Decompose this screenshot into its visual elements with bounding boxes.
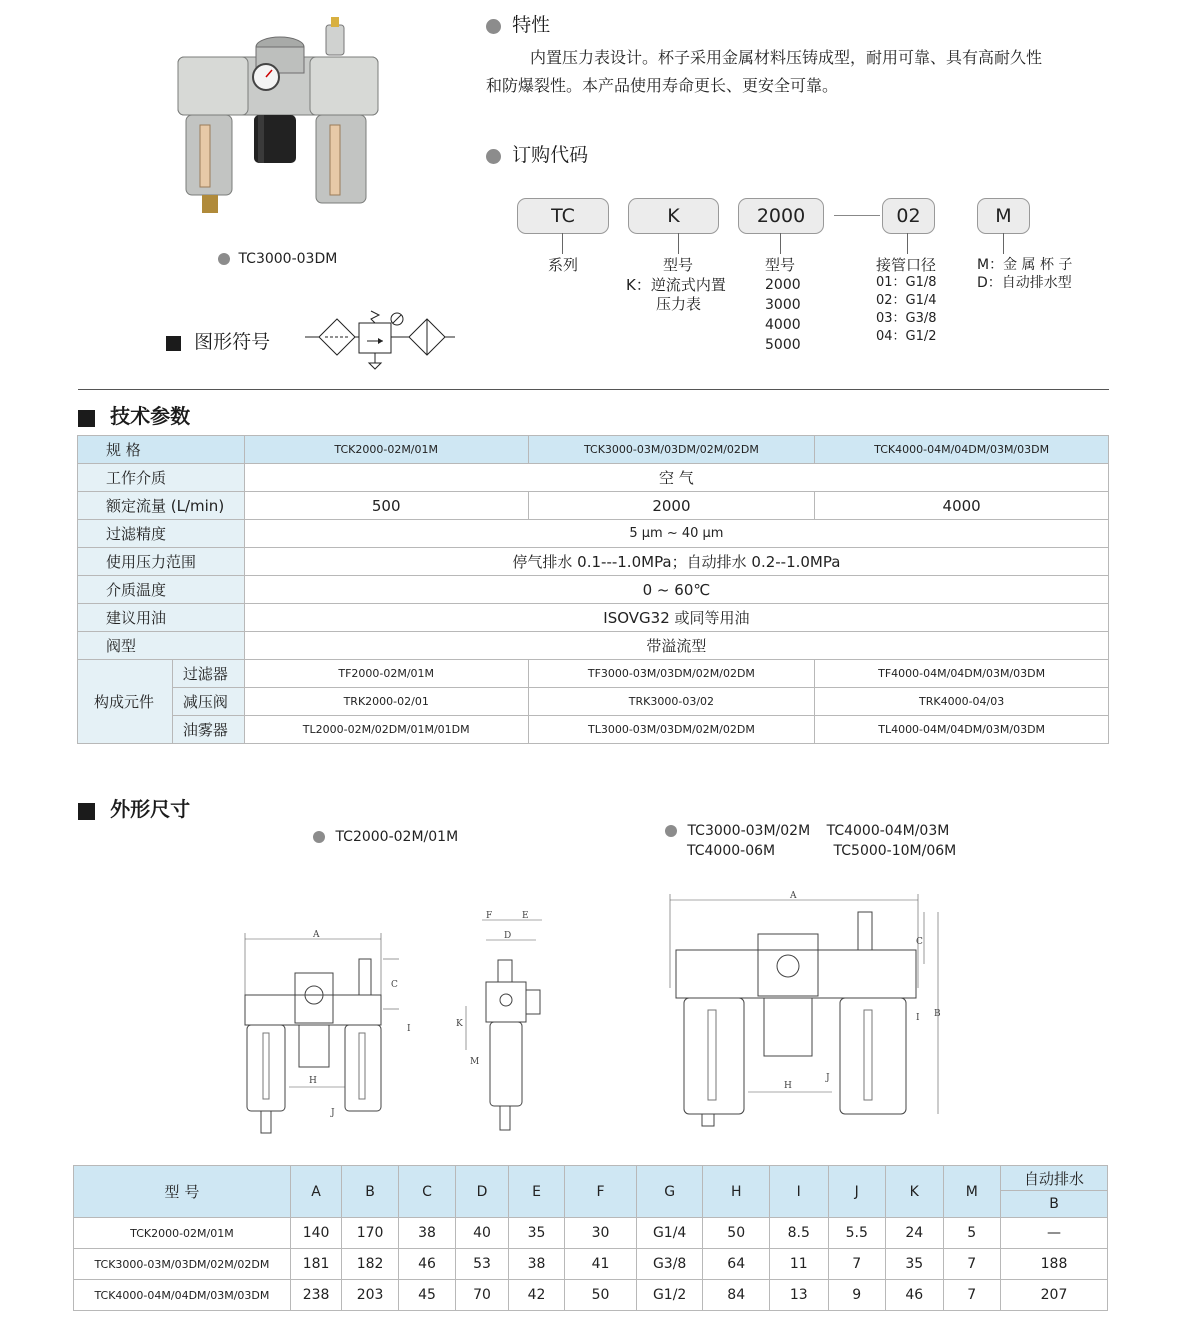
table-cell: G1/4 bbox=[636, 1218, 703, 1249]
dim-letter-a: A bbox=[313, 930, 320, 940]
table-cell: 7 bbox=[828, 1249, 886, 1280]
type-desc-1: K：逆流式内置 bbox=[626, 276, 726, 294]
table-cell: G1/2 bbox=[636, 1280, 703, 1311]
large-front-drawing bbox=[662, 888, 947, 1128]
small-front-drawing bbox=[235, 925, 415, 1145]
auto-drain-header: 自动排水 bbox=[1001, 1166, 1108, 1191]
bullet-icon bbox=[313, 831, 325, 843]
table-cell: 188 bbox=[1001, 1249, 1108, 1280]
code-box-size: 2000 bbox=[738, 198, 824, 234]
connector-line bbox=[1003, 233, 1004, 254]
table-cell: 53 bbox=[456, 1249, 508, 1280]
table-cell: 70 bbox=[456, 1280, 508, 1311]
auto-drain-sub-header: B bbox=[1001, 1191, 1108, 1218]
table-cell: 207 bbox=[1001, 1280, 1108, 1311]
features-line-1: 内置压力表设计。杯子采用金属材料压铸成型，耐用可靠、具有高耐久性 bbox=[530, 48, 1043, 67]
dim-letter-d: D bbox=[504, 931, 512, 941]
dim-letter-h: H bbox=[309, 1076, 317, 1086]
temp-label: 介质温度 bbox=[78, 576, 245, 604]
regulator-sub-label: 减压阀 bbox=[172, 688, 244, 716]
symbol-title: 图形符号 bbox=[194, 331, 271, 353]
table-cell: — bbox=[1001, 1218, 1108, 1249]
dim-letter-e: E bbox=[522, 911, 529, 921]
dim-letter-b-large: B bbox=[934, 1009, 941, 1019]
size-option: 4000 bbox=[765, 317, 801, 333]
table-row bbox=[78, 548, 1109, 576]
table-cell: 8.5 bbox=[770, 1218, 829, 1249]
dimensions-table bbox=[73, 1165, 1108, 1311]
table-cell: 11 bbox=[770, 1249, 829, 1280]
code-box-cup: M bbox=[977, 198, 1030, 234]
symbol-heading bbox=[166, 327, 270, 354]
features-heading bbox=[486, 10, 550, 37]
media-value: 空 气 bbox=[244, 464, 1108, 492]
table-cell: 7 bbox=[943, 1280, 1001, 1311]
size-option: 5000 bbox=[765, 337, 801, 353]
valve-label: 阀型 bbox=[78, 632, 245, 660]
table-row bbox=[78, 660, 1109, 688]
type-label: 型号 bbox=[663, 256, 694, 274]
flow-value: 500 bbox=[244, 492, 528, 520]
dimensions-title: 外形尺寸 bbox=[110, 797, 191, 821]
product-caption-text: TC3000-03DM bbox=[238, 251, 338, 267]
column-header: B bbox=[342, 1166, 398, 1218]
code-box-series: TC bbox=[517, 198, 609, 234]
connector-line bbox=[678, 233, 679, 254]
connector-line bbox=[907, 233, 908, 254]
dim-letter-j-large: J bbox=[826, 1073, 830, 1083]
column-header: H bbox=[703, 1166, 770, 1218]
table-cell: 38 bbox=[398, 1218, 456, 1249]
port-option: 04：G1/2 bbox=[876, 329, 937, 344]
table-cell: 140 bbox=[290, 1218, 341, 1249]
filter-precision-label: 过滤精度 bbox=[78, 520, 245, 548]
regulator-model: TRK2000-02/01 bbox=[244, 688, 528, 716]
size-label: 型号 bbox=[765, 256, 796, 274]
table-row bbox=[74, 1280, 1108, 1311]
filter-sub-label: 过滤器 bbox=[172, 660, 244, 688]
column-header: G bbox=[636, 1166, 703, 1218]
large-caption-4: TC5000-10M/06M bbox=[833, 843, 957, 859]
components-label: 构成元件 bbox=[78, 660, 173, 744]
table-cell: 84 bbox=[703, 1280, 770, 1311]
size-option: 2000 bbox=[765, 277, 801, 293]
column-header: K bbox=[886, 1166, 944, 1218]
large-caption-1: TC3000-03M/02M bbox=[687, 823, 811, 839]
type-desc-2: 压力表 bbox=[656, 295, 702, 313]
cup-option-2: D：自动排水型 bbox=[977, 275, 1072, 291]
table-cell: 5 bbox=[943, 1218, 1001, 1249]
column-header: C bbox=[398, 1166, 456, 1218]
table-cell: 38 bbox=[508, 1249, 564, 1280]
media-label: 工作介质 bbox=[78, 464, 245, 492]
filter-model: TF3000-03M/03DM/02M/02DM bbox=[528, 660, 815, 688]
filter-model: TF4000-04M/04DM/03M/03DM bbox=[815, 660, 1109, 688]
table-cell: 35 bbox=[886, 1249, 944, 1280]
flow-value: 2000 bbox=[528, 492, 815, 520]
column-header: F bbox=[565, 1166, 637, 1218]
table-cell: 5.5 bbox=[828, 1218, 886, 1249]
table-row bbox=[78, 632, 1109, 660]
series-label: 系列 bbox=[548, 256, 579, 274]
flow-value: 4000 bbox=[815, 492, 1109, 520]
table-cell: 182 bbox=[342, 1249, 398, 1280]
size-option: 3000 bbox=[765, 297, 801, 313]
regulator-model: TRK3000-03/02 bbox=[528, 688, 815, 716]
temp-value: 0 ~ 60℃ bbox=[244, 576, 1108, 604]
square-bullet-icon bbox=[78, 803, 95, 820]
model-cell: TCK4000-04M/04DM/03M/03DM bbox=[815, 436, 1109, 464]
table-cell: 64 bbox=[703, 1249, 770, 1280]
dim-letter-m: M bbox=[470, 1057, 480, 1067]
table-cell: 50 bbox=[703, 1218, 770, 1249]
model-header: 型 号 bbox=[74, 1166, 291, 1218]
dim-letter-h-large: H bbox=[784, 1081, 792, 1091]
dim-letter-i-large: I bbox=[916, 1013, 920, 1023]
bullet-icon bbox=[486, 149, 501, 164]
square-bullet-icon bbox=[166, 336, 181, 351]
code-box-port: 02 bbox=[882, 198, 935, 234]
product-caption bbox=[218, 251, 337, 267]
port-option: 02：G1/4 bbox=[876, 293, 937, 308]
table-cell: 42 bbox=[508, 1280, 564, 1311]
valve-value: 带溢流型 bbox=[244, 632, 1108, 660]
tech-heading bbox=[78, 400, 190, 429]
table-row bbox=[74, 1249, 1108, 1280]
square-bullet-icon bbox=[78, 410, 95, 427]
code-box-type: K bbox=[628, 198, 719, 234]
features-title: 特性 bbox=[512, 14, 551, 36]
model-cell: TCK3000-03M/03DM/02M/02DM bbox=[528, 436, 815, 464]
table-cell: 46 bbox=[886, 1280, 944, 1311]
flow-label: 额定流量 (L/min) bbox=[78, 492, 245, 520]
tech-title: 技术参数 bbox=[110, 404, 191, 428]
dimensions-heading bbox=[78, 793, 190, 822]
small-side-drawing bbox=[452, 910, 557, 1150]
table-cell: 7 bbox=[943, 1249, 1001, 1280]
lubricator-sub-label: 油雾器 bbox=[172, 716, 244, 744]
oil-value: ISOVG32 或同等用油 bbox=[244, 604, 1108, 632]
column-header: M bbox=[943, 1166, 1001, 1218]
pressure-value: 停气排水 0.1---1.0MPa；自动排水 0.2--1.0MPa bbox=[244, 548, 1108, 576]
table-cell: 45 bbox=[398, 1280, 456, 1311]
table-cell: 13 bbox=[770, 1280, 829, 1311]
table-cell: 24 bbox=[886, 1218, 944, 1249]
port-option: 01：G1/8 bbox=[876, 275, 937, 290]
port-option: 03：G3/8 bbox=[876, 311, 937, 326]
table-row bbox=[78, 436, 1109, 464]
table-cell: 46 bbox=[398, 1249, 456, 1280]
bullet-icon bbox=[218, 253, 230, 265]
lubricator-model: TL2000-02M/02DM/01M/01DM bbox=[244, 716, 528, 744]
column-header: D bbox=[456, 1166, 508, 1218]
dim-letter-i: I bbox=[407, 1024, 411, 1034]
table-cell: 9 bbox=[828, 1280, 886, 1311]
pneumatic-symbol-icon bbox=[305, 307, 455, 371]
table-cell: 203 bbox=[342, 1280, 398, 1311]
table-cell: 35 bbox=[508, 1218, 564, 1249]
section-divider bbox=[78, 389, 1109, 390]
ordering-heading bbox=[486, 140, 588, 167]
table-cell: 238 bbox=[290, 1280, 341, 1311]
table-cell: 30 bbox=[565, 1218, 637, 1249]
dim-letter-j: J bbox=[331, 1108, 335, 1118]
table-row bbox=[78, 716, 1109, 744]
table-cell: G3/8 bbox=[636, 1249, 703, 1280]
table-row bbox=[78, 520, 1109, 548]
table-cell: 41 bbox=[565, 1249, 637, 1280]
dim-letter-c-large: C bbox=[916, 937, 923, 947]
features-line-2: 和防爆裂性。本产品使用寿命更长、更安全可靠。 bbox=[486, 76, 839, 95]
table-cell: 170 bbox=[342, 1218, 398, 1249]
pressure-label: 使用压力范围 bbox=[78, 548, 245, 576]
code-dash bbox=[834, 215, 880, 216]
port-label: 接管口径 bbox=[876, 256, 937, 274]
row-model: TCK4000-04M/04DM/03M/03DM bbox=[74, 1280, 291, 1311]
connector-line bbox=[562, 233, 563, 254]
table-row bbox=[78, 492, 1109, 520]
large-caption-2: TC4000-04M/03M bbox=[826, 823, 950, 839]
table-cell: 181 bbox=[290, 1249, 341, 1280]
dim-letter-k: K bbox=[456, 1019, 463, 1029]
table-row bbox=[78, 688, 1109, 716]
bullet-icon bbox=[665, 825, 677, 837]
lubricator-model: TL4000-04M/04DM/03M/03DM bbox=[815, 716, 1109, 744]
product-photo bbox=[170, 15, 390, 220]
column-header: E bbox=[508, 1166, 564, 1218]
dim-letter-f: F bbox=[486, 911, 493, 921]
row-model: TCK3000-03M/03DM/02M/02DM bbox=[74, 1249, 291, 1280]
row-model: TCK2000-02M/01M bbox=[74, 1218, 291, 1249]
table-cell: 40 bbox=[456, 1218, 508, 1249]
dim-letter-a-large: A bbox=[790, 891, 797, 901]
column-header: J bbox=[828, 1166, 886, 1218]
ordering-title: 订购代码 bbox=[512, 144, 589, 166]
table-row bbox=[78, 464, 1109, 492]
table-cell: 50 bbox=[565, 1280, 637, 1311]
column-header: I bbox=[770, 1166, 829, 1218]
dim-letter-c: C bbox=[391, 980, 398, 990]
filter-model: TF2000-02M/01M bbox=[244, 660, 528, 688]
lubricator-model: TL3000-03M/03DM/02M/02DM bbox=[528, 716, 815, 744]
regulator-model: TRK4000-04/03 bbox=[815, 688, 1109, 716]
spec-label: 规 格 bbox=[78, 436, 245, 464]
table-row bbox=[74, 1218, 1108, 1249]
table-header-row bbox=[74, 1166, 1108, 1191]
small-drawing-caption bbox=[313, 829, 458, 845]
oil-label: 建议用油 bbox=[78, 604, 245, 632]
cup-option-1: M：金 属 杯 子 bbox=[977, 257, 1073, 273]
large-drawing-caption-line2 bbox=[687, 843, 956, 859]
large-drawing-caption bbox=[665, 823, 949, 839]
tech-spec-table bbox=[77, 435, 1109, 744]
column-header: A bbox=[290, 1166, 341, 1218]
bullet-icon bbox=[486, 19, 501, 34]
connector-line bbox=[780, 233, 781, 254]
table-row bbox=[78, 604, 1109, 632]
small-drawing-caption-text: TC2000-02M/01M bbox=[335, 829, 459, 845]
model-cell: TCK2000-02M/01M bbox=[244, 436, 528, 464]
table-row bbox=[78, 576, 1109, 604]
filter-precision-value: 5 μm ~ 40 μm bbox=[244, 520, 1108, 548]
large-caption-3: TC4000-06M bbox=[687, 843, 776, 859]
